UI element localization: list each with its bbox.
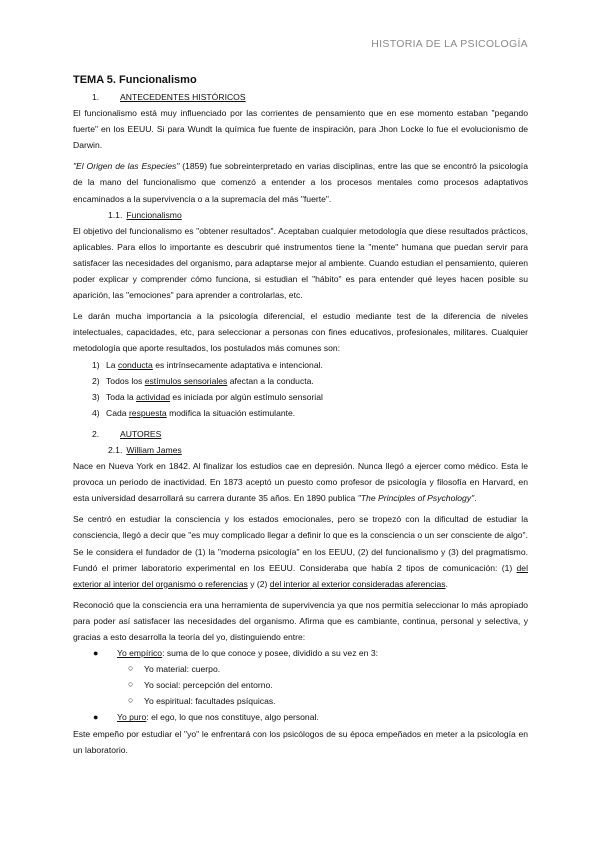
- self-theory-list: [73, 645, 528, 661]
- document-body: [73, 72, 528, 758]
- list-item: [73, 709, 528, 725]
- subsection-title: Funcionalismo: [126, 209, 182, 220]
- item-text: Todos los: [106, 375, 145, 386]
- item-text: : el ego, lo que nos constituye, algo personal.: [146, 712, 319, 723]
- item-term: conducta: [117, 359, 153, 370]
- paragraph: Le darán mucha importancia a la psicología diferencial, el estudio mediante test de la diferencia de niveles intelectuales, capacidades, etc, para seleccionar a personas con fines educativos, profesionales, militares. Cualquier metodología que aporte resultados, los postulados más comunes son:: [73, 311, 528, 354]
- list-item: [73, 373, 528, 389]
- list-item: [73, 677, 528, 693]
- running-header: HISTORIA DE LA PSICOLOGÍA: [371, 38, 528, 50]
- item-text: La: [106, 359, 118, 370]
- paragraph: Este empeño por estudiar el "yo" le enfrentará con los psicólogos de su época empeñados en meter a la psicología en un laboratorio.: [73, 728, 528, 755]
- section-title: AUTORES: [120, 428, 162, 439]
- paragraph-text: Nace en Nueva York en 1842. Al finalizar los estudios cae en depresión. Nunca llegó a ejercer como médico. Esta le provoca un periodo de inactividad. En 1873 aceptó un puesto como profesor de psicología y filosofía en Harvard, en esta universidad desarrollará su carrera durante 35 años. En 1890 publica: [73, 461, 528, 504]
- book-title: "El Origen de las Especies": [73, 161, 180, 172]
- self-theory-list: [73, 709, 528, 725]
- self-sub-list: [73, 661, 528, 709]
- item-text: : suma de lo que conoce y posee, dividido a su vez en 3:: [162, 648, 378, 659]
- subsection-heading: [73, 207, 528, 223]
- paragraph-text: y (2): [247, 578, 270, 589]
- section-number: 1.: [92, 92, 100, 102]
- list-item: [73, 357, 528, 373]
- item-text: afectan a la conducta.: [227, 375, 314, 386]
- paragraph: [73, 458, 528, 506]
- list-item: [73, 645, 528, 661]
- list-item: [73, 661, 528, 677]
- subsection-title: William James: [126, 444, 182, 455]
- item-term: Yo puro: [117, 712, 147, 723]
- document-title: TEMA 5. Funcionalismo: [73, 74, 197, 86]
- list-number: 1): [92, 359, 100, 370]
- paragraph: Reconoció que la consciencia era una herramienta de supervivencia ya que nos permitía seleccionar lo más apropiado para poder así satisfacer las necesidades del organismo. Afirma que es cambiante, continua, personal y selectiva, y gracias a esto desarrolla la teoría del yo, distinguiendo entre:: [73, 599, 528, 642]
- item-text: Toda la: [106, 391, 137, 402]
- item-text: modifica la situación estimulante.: [166, 407, 296, 418]
- list-item: [73, 389, 528, 405]
- paragraph-text: .: [445, 578, 448, 589]
- item-text: es intrínsecamente adaptativa e intencional.: [152, 359, 323, 370]
- list-number: 2): [92, 375, 100, 386]
- item-text: Yo espiritual: facultades psíquicas.: [144, 696, 276, 707]
- paragraph-text: .: [474, 493, 477, 504]
- item-term: actividad: [136, 391, 171, 402]
- item-text: es iniciada por algún estímulo sensorial: [170, 391, 323, 402]
- item-term: estímulos sensoriales: [144, 375, 228, 386]
- item-term: respuesta: [128, 407, 167, 418]
- item-text: Yo social: percepción del entorno.: [144, 680, 273, 691]
- section-number: 2.: [92, 428, 100, 439]
- item-text: Yo material: cuerpo.: [144, 664, 221, 675]
- bullet-icon: ●: [93, 648, 99, 659]
- item-term: Yo empírico: [117, 648, 163, 659]
- list-number: 3): [92, 391, 100, 402]
- paragraph: El funcionalismo está muy influenciado por las corrientes de pensamiento que en ese momento estaban "pegando fuerte" en los EEUU. Si para Wundt la química fue fuente de inspiración, para Jhon Locke lo fue el evolucionismo de Darwin.: [73, 108, 528, 151]
- paragraph-text: (1859) fue sobreinterpretado en varias disciplinas, entre las que se encontró la psicología de la mano del funcionalismo que comenzó a entender a los procesos mentales como procesos adaptativos encaminados a la supervivencia o a la supremacía del más "fuerte".: [73, 161, 528, 204]
- postulates-list: [73, 357, 528, 421]
- section-title: ANTECEDENTES HISTÓRICOS: [120, 92, 246, 102]
- underlined-term: del interior al exterior consideradas aferencias: [269, 578, 446, 589]
- paragraph: [73, 511, 528, 591]
- book-title: "The Principles of Psychology": [357, 493, 475, 504]
- subsection-number: 2.1.: [108, 444, 123, 455]
- list-item: [73, 693, 528, 709]
- list-item: [73, 405, 528, 421]
- underlined-term: del exterior al interior del organismo o referencias: [73, 562, 528, 589]
- item-text: Cada: [106, 407, 129, 418]
- section-heading-2: [73, 426, 528, 442]
- paragraph: El objetivo del funcionalismo es "obtener resultados". Aceptaban cualquier metodología que diese resultados prácticos, aplicables. Para ellos lo importante es descubrir qué instrumentos tiene la "mente" humana que puedan servir para satisfacer las necesidades del organismo, para adaptarse mejor al ambiente. Cuando estudian el pensamiento, quieren poder explicar y comprender cómo funciona, si estudian el "hábito" es para entender qué leyes hacen posible su aparición, las "emociones" para aprender a controlarlas, etc.: [73, 225, 528, 301]
- hollow-bullet-icon: ○: [128, 679, 134, 690]
- hollow-bullet-icon: ○: [128, 663, 134, 674]
- subsection-heading: [73, 442, 528, 458]
- bullet-icon: ●: [93, 712, 99, 723]
- subsection-number: 1.1.: [108, 209, 123, 220]
- paragraph-text: Se centró en estudiar la consciencia y los estados emocionales, pero se tropezó con la dificultad de estudiar la consciencia, llegó a decir que "es muy complicado llegar a definir lo que es la consciencia o un ser consciente de algo". Se le considera el fundador de (1) la "moderna psicología" en los EEUU, (2) del funcionalismo y (3) del pragmatismo. Fundó el primer laboratorio experimental en los EEUU. Consideraba que había 2 tipos de comunicación: (1): [73, 514, 528, 573]
- paragraph: [73, 158, 528, 206]
- list-number: 4): [92, 407, 100, 418]
- section-heading-1: [73, 89, 528, 105]
- hollow-bullet-icon: ○: [128, 695, 134, 706]
